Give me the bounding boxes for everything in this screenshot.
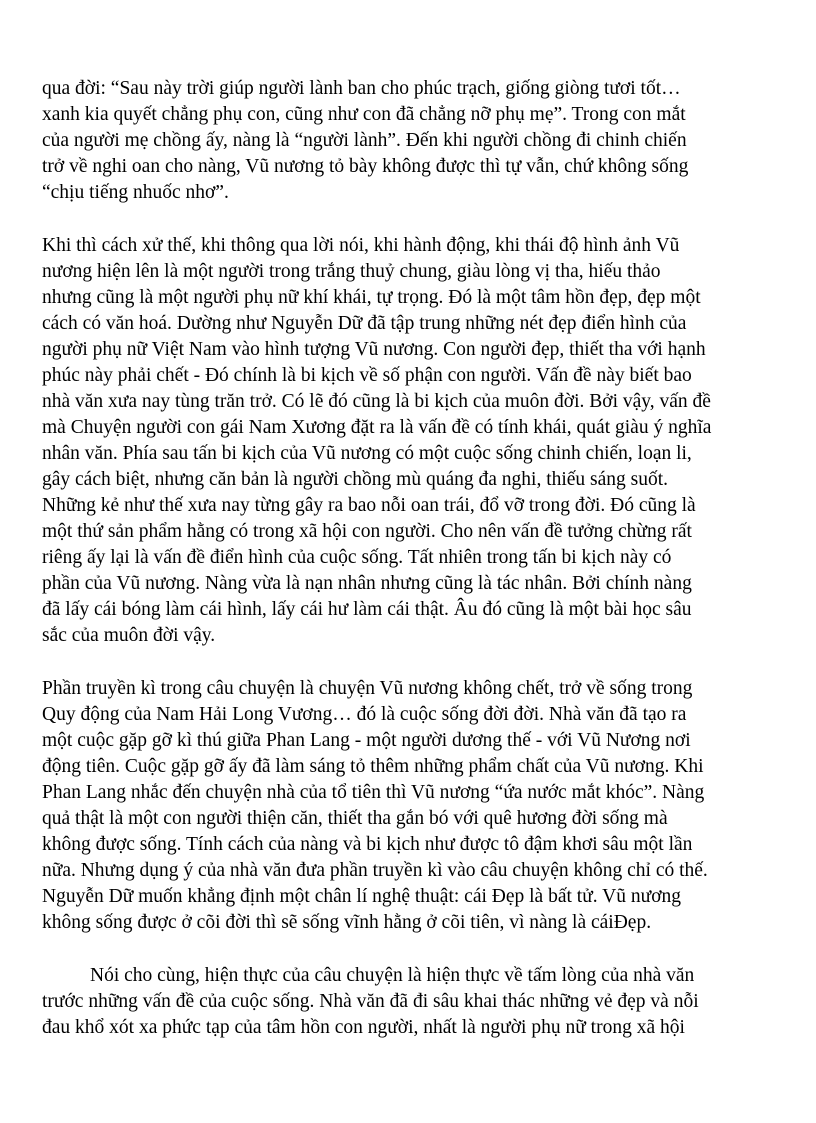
text-line: nhà văn xưa nay tùng trăn trở. Có lẽ đó cũng là bi kịch của muôn đời. Bởi vậy, vấn đề: [42, 391, 711, 412]
text-line: nương hiện lên là một người trong trắng thuỷ chung, giàu lòng vị tha, hiếu thảo: [42, 261, 661, 282]
text-line: Những kẻ như thế xưa nay từng gây ra bao nỗi oan trái, đổ vỡ trong đời. Đó cũng là: [42, 495, 696, 516]
text-line: Nguyễn Dữ muốn khẳng định một chân lí nghệ thuật: cái Đẹp là bất tử. Vũ nương: [42, 886, 682, 907]
text-line: đã lấy cái bóng làm cái hình, lấy cái hư làm cái thật. Âu đó cũng là một bài học sâu: [42, 599, 692, 620]
text-line: một cuộc gặp gỡ kì thú giữa Phan Lang - một người dương thế - với Vũ Nương nơi: [42, 730, 691, 751]
text-line: trước những vấn đề của cuộc sống. Nhà văn đã đi sâu khai thác những vẻ đẹp và nỗi: [42, 991, 699, 1012]
text-line: trở về nghi oan cho nàng, Vũ nương tỏ bày không được thì tự vẫn, chứ không sống: [42, 156, 689, 177]
text-line: Phần truyền kì trong câu chuyện là chuyện Vũ nương không chết, trở về sống trong: [42, 678, 693, 699]
text-line: cách có văn hoá. Dường như Nguyễn Dữ đã tập trung những nét đẹp điển hình của: [42, 313, 687, 334]
text-line: phúc này phải chết - Đó chính là bi kịch về số phận con người. Vấn đề này biết bao: [42, 365, 692, 386]
text-line: người phụ nữ Việt Nam vào hình tượng Vũ nương. Con người đẹp, thiết tha với hạnh: [42, 339, 706, 360]
text-line: phần của Vũ nương. Nàng vừa là nạn nhân nhưng cũng là tác nhân. Bởi chính nàng: [42, 573, 692, 594]
text-line: đau khổ xót xa phức tạp của tâm hồn con người, nhất là người phụ nữ trong xã hội: [42, 1017, 685, 1038]
paragraph-2: [42, 233, 776, 649]
text-line: của người mẹ chồng ấy, nàng là “người lành”. Đến khi người chồng đi chinh chiến: [42, 130, 687, 151]
paragraph-1: [42, 76, 776, 206]
text-line: không được sống. Tính cách của nàng và bi kịch như được tô đậm khơi sâu một lần: [42, 834, 693, 855]
text-line: sắc của muôn đời vậy.: [42, 625, 216, 646]
text-line: gây cách biệt, nhưng căn bản là người chồng mù quáng đa nghi, thiếu sáng suốt.: [42, 469, 669, 490]
text-line: nhưng cũng là một người phụ nữ khí khái, tự trọng. Đó là một tâm hồn đẹp, đẹp một: [42, 287, 701, 308]
text-line: động tiên. Cuộc gặp gỡ ấy đã làm sáng tỏ thêm những phẩm chất của Vũ nương. Khi: [42, 756, 704, 777]
text-line: Phan Lang nhắc đến chuyện nhà của tổ tiên thì Vũ nương “ứa nước mắt khóc”. Nàng: [42, 782, 705, 803]
paragraph-4: [42, 963, 776, 1041]
text-line: Nói cho cùng, hiện thực của câu chuyện là hiện thực về tấm lòng của nhà văn: [90, 965, 695, 986]
text-line: qua đời: “Sau này trời giúp người lành ban cho phúc trạch, giống giòng tươi tốt…: [42, 78, 681, 99]
text-line: nữa. Nhưng dụng ý của nhà văn đưa phần truyền kì vào câu chuyện không chỉ có thế.: [42, 860, 708, 881]
text-line: Quy động của Nam Hải Long Vương… đó là cuộc sống đời đời. Nhà văn đã tạo ra: [42, 704, 687, 725]
text-line: xanh kia quyết chẳng phụ con, cũng như con đã chẳng nỡ phụ mẹ”. Trong con mắt: [42, 104, 686, 125]
paragraph-3: [42, 676, 776, 936]
text-line: Khi thì cách xử thế, khi thông qua lời nói, khi hành động, khi thái độ hình ảnh Vũ: [42, 235, 680, 256]
text-line: quả thật là một con người thiện căn, thiết tha gắn bó với quê hương đời sống mà: [42, 808, 668, 829]
text-line: mà Chuyện người con gái Nam Xương đặt ra là vấn đề có tính khái, quát giàu ý nghĩa: [42, 417, 712, 438]
text-line: không sống được ở cõi đời thì sẽ sống vĩnh hằng ở cõi tiên, vì nàng là cáiĐẹp.: [42, 912, 652, 933]
text-line: “chịu tiếng nhuốc nhơ”.: [42, 182, 229, 203]
text-line: nhân văn. Phía sau tấn bi kịch của Vũ nương có một cuộc sống chinh chiến, loạn li,: [42, 443, 692, 464]
text-line: riêng ấy lại là vấn đề điển hình của cuộc sống. Tất nhiên trong tấn bi kịch này có: [42, 547, 672, 568]
text-line: một thứ sản phẩm hằng có trong xã hội con người. Cho nên vấn đề tưởng chừng rất: [42, 521, 692, 542]
